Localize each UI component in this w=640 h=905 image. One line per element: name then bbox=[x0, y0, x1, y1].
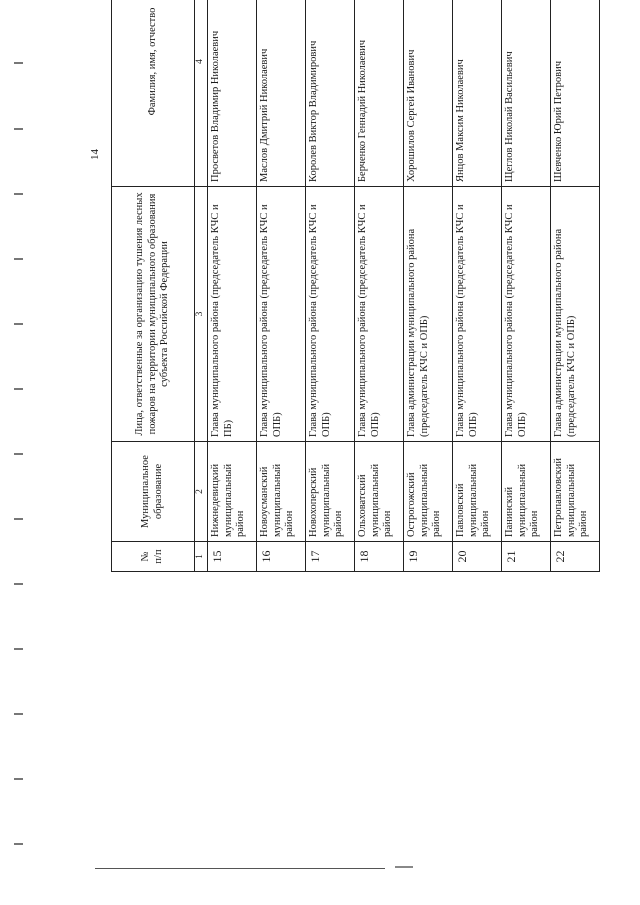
position-cell: Глава муниципального района (председатель КЧС и ОПБ) bbox=[502, 187, 551, 442]
binder-mark bbox=[14, 583, 23, 585]
binder-mark bbox=[14, 518, 23, 520]
scan-edge-mark bbox=[395, 866, 413, 868]
scan-edge-line bbox=[95, 868, 385, 869]
binder-mark bbox=[14, 648, 23, 650]
position-cell: Глава муниципального района (председатель КЧС и ОПБ) bbox=[306, 187, 355, 442]
table-row bbox=[502, 0, 551, 572]
page-content bbox=[85, 0, 625, 572]
rotated-page bbox=[85, 7, 625, 867]
position-cell: Глава муниципального района (председатель КЧС и ОПБ) bbox=[257, 187, 306, 442]
column-number-row bbox=[195, 0, 208, 572]
fio-cell: Шевченко Юрий Петрович bbox=[551, 0, 600, 187]
row-number: 21 bbox=[502, 542, 551, 572]
table-row bbox=[355, 0, 404, 572]
binder-mark bbox=[14, 193, 23, 195]
binder-mark bbox=[14, 453, 23, 455]
row-number: 22 bbox=[551, 542, 600, 572]
table-row bbox=[208, 0, 257, 572]
fio-cell: Королев Виктор Владимирович bbox=[306, 0, 355, 187]
responsible-persons-table bbox=[111, 0, 600, 572]
row-number: 18 bbox=[355, 542, 404, 572]
municipality-cell: Ольховатский муниципальный район bbox=[355, 442, 404, 542]
municipality-cell: Панинский муниципальный район bbox=[502, 442, 551, 542]
fio-cell: Берченко Геннадий Николаевич bbox=[355, 0, 404, 187]
binder-mark bbox=[14, 713, 23, 715]
municipality-cell: Новоусманский муниципальный район bbox=[257, 442, 306, 542]
fio-cell: Маслов Дмитрий Николаевич bbox=[257, 0, 306, 187]
fio-cell: Янцов Максим Николаевич bbox=[453, 0, 502, 187]
fio-cell: Просветов Владимир Николаевич bbox=[208, 0, 257, 187]
fio-cell: Щеглов Николай Васильевич bbox=[502, 0, 551, 187]
position-cell: Глава администрации муниципального района (председатель КЧС и ОПБ) bbox=[404, 187, 453, 442]
row-number: 19 bbox=[404, 542, 453, 572]
row-number: 15 bbox=[208, 542, 257, 572]
binder-mark bbox=[14, 323, 23, 325]
scan-binder-marks bbox=[0, 0, 40, 905]
municipality-cell: Петропавловский муниципальный район bbox=[551, 442, 600, 542]
municipality-cell: Павловский муниципальный район bbox=[453, 442, 502, 542]
column-number: 1 bbox=[195, 542, 208, 572]
position-cell: Глава администрации муниципального района (председатель КЧС и ОПБ) bbox=[551, 187, 600, 442]
header-fio: Фамилия, имя, отчество bbox=[112, 0, 195, 187]
binder-mark bbox=[14, 128, 23, 130]
binder-mark bbox=[14, 62, 23, 64]
page-number: 14 bbox=[89, 149, 101, 160]
header-num: № п/п bbox=[112, 542, 195, 572]
column-number: 4 bbox=[195, 0, 208, 187]
table-row bbox=[404, 0, 453, 572]
position-cell: Глава муниципального района (председатель КЧС и ПБ) bbox=[208, 187, 257, 442]
header-municipality: Муниципальное образование bbox=[112, 442, 195, 542]
municipality-cell: Нижнедевицкий муниципальный район bbox=[208, 442, 257, 542]
table-header-row bbox=[112, 0, 195, 572]
binder-mark bbox=[14, 778, 23, 780]
column-number: 3 bbox=[195, 187, 208, 442]
position-cell: Глава муниципального района (председатель КЧС и ОПБ) bbox=[453, 187, 502, 442]
binder-mark bbox=[14, 843, 23, 845]
row-number: 20 bbox=[453, 542, 502, 572]
column-number: 2 bbox=[195, 442, 208, 542]
row-number: 17 bbox=[306, 542, 355, 572]
table-row bbox=[257, 0, 306, 572]
binder-mark bbox=[14, 258, 23, 260]
row-number: 16 bbox=[257, 542, 306, 572]
binder-mark bbox=[14, 388, 23, 390]
header-responsible: Лица, ответственные за организацию тушения лесных пожаров на территории муниципального образования субъекта Российской Федерации bbox=[112, 187, 195, 442]
position-cell: Глава муниципального района (председатель КЧС и ОПБ) bbox=[355, 187, 404, 442]
municipality-cell: Острогожский муниципальный район bbox=[404, 442, 453, 542]
fio-cell: Хорошилов Сергей Иванович bbox=[404, 0, 453, 187]
table-row bbox=[551, 0, 600, 572]
municipality-cell: Новохоперский муниципальный район bbox=[306, 442, 355, 542]
table-row bbox=[453, 0, 502, 572]
table-row bbox=[306, 0, 355, 572]
